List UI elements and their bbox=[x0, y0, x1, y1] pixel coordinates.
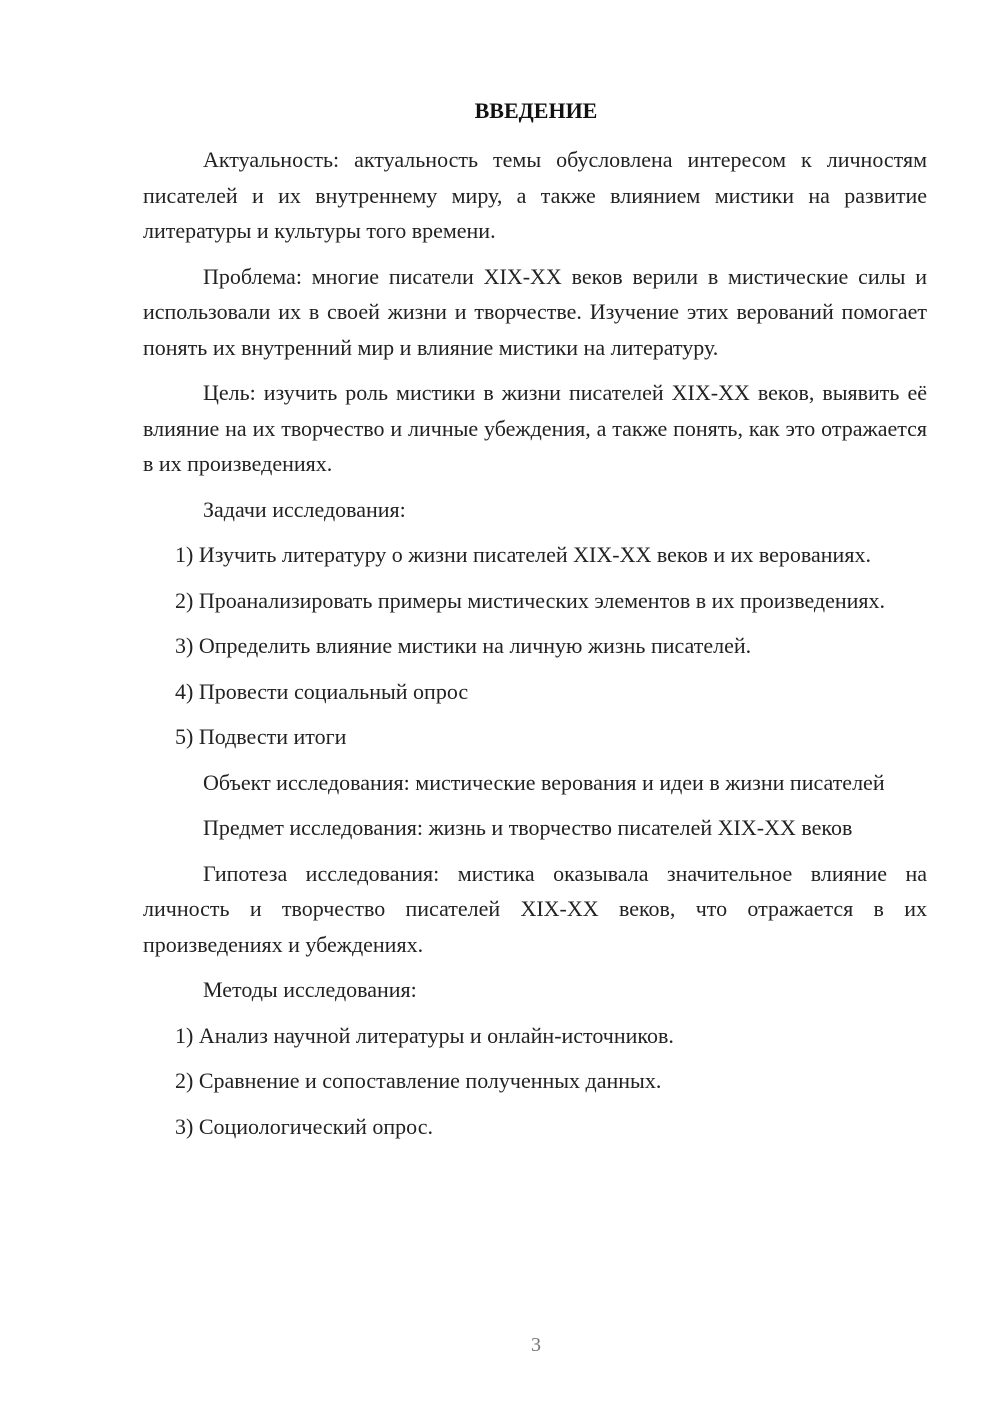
page-number: 3 bbox=[531, 1334, 541, 1356]
paragraph-subject: Предмет исследования: жизнь и творчество писателей XIX-XX веков bbox=[203, 815, 853, 840]
document-body bbox=[143, 142, 927, 1154]
task-item-5: 5) Подвести итоги bbox=[175, 724, 347, 749]
method-item-3: 3) Социологический опрос. bbox=[175, 1113, 433, 1139]
methods-heading: Методы исследования: bbox=[203, 977, 417, 1002]
task-item-4: 4) Провести социальный опрос bbox=[175, 678, 469, 704]
paragraph-goal: Цель: изучить роль мистики в жизни писателей XIX-XX веков, выявить её влияние на их творчество и личные убеждения, а также понять, как это отражается в их произведениях. bbox=[143, 380, 927, 476]
task-item-1: 1) Изучить литературу о жизни писателей XIX-XX веков и их верованиях. bbox=[175, 542, 871, 567]
task-item-3: 3) Определить влияние мистики на личную жизнь писателей. bbox=[175, 633, 752, 658]
paragraph-hypothesis: Гипотеза исследования: мистика оказывала значительное влияние на личность и творчество писателей XIX-XX веков, что отражается в их произведениях и убеждениях. bbox=[143, 860, 927, 957]
method-item-2: 2) Сравнение и сопоставление полученных данных. bbox=[175, 1068, 662, 1093]
paragraph-object: Объект исследования: мистические верования и идеи в жизни писателей bbox=[203, 769, 885, 795]
paragraph-problem: Проблема: многие писатели XIX-XX веков верили в мистические силы и использовали их в своей жизни и творчестве. Изучение этих верований помогает понять их внутренний мир и влияние мистики на литературу. bbox=[143, 263, 927, 360]
task-item-2: 2) Проанализировать примеры мистических элементов в их произведениях. bbox=[175, 587, 886, 613]
paragraph-relevance: Актуальность: актуальность темы обусловлена интересом к личностям писателей и их внутреннему миру, а также влиянием мистики на развитие литературы и культуры того времени. bbox=[143, 147, 927, 243]
tasks-heading: Задачи исследования: bbox=[203, 496, 406, 522]
method-item-1: 1) Анализ научной литературы и онлайн-источников. bbox=[175, 1022, 674, 1048]
page-title: ВВЕДЕНИЕ bbox=[474, 98, 598, 123]
